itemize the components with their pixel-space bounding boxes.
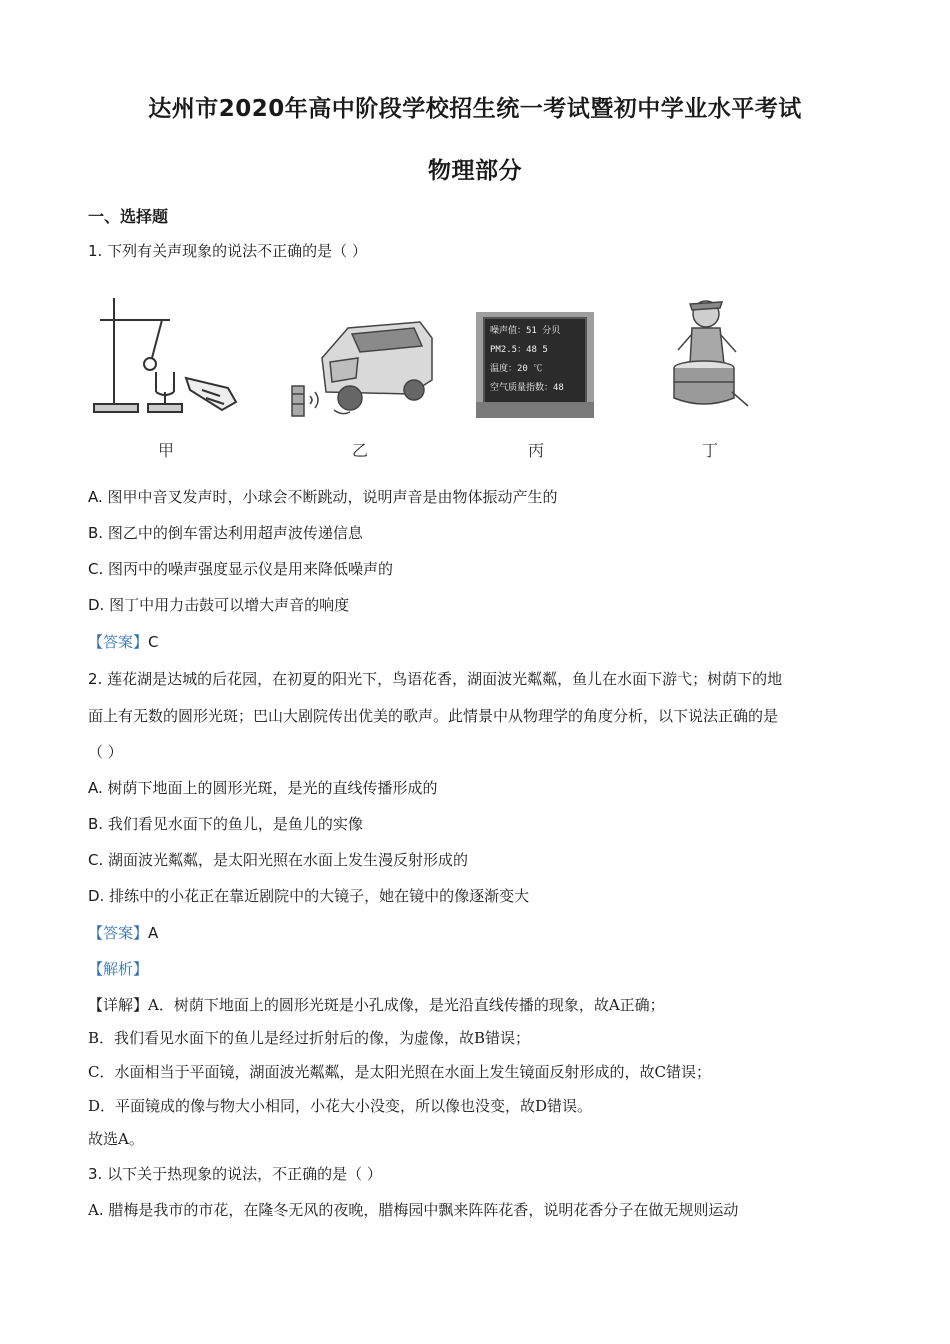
q2-stem-line-3: （ ） — [88, 743, 123, 761]
section-heading: 一、选择题 — [88, 207, 169, 226]
q2-analysis-label: 【解析】 — [88, 960, 149, 978]
q2-detail-line-5: 故选A。 — [88, 1130, 144, 1148]
figure-yi — [282, 318, 434, 424]
q2-option-c: C. 湖面波光粼粼，是太阳光照在水面上发生漫反射形成的 — [88, 851, 469, 869]
board-line-temp: 温度：20 ℃ — [490, 364, 543, 374]
figure-ding — [662, 294, 754, 416]
figure-caption-yi: 乙 — [352, 441, 369, 460]
q2-detail-line-4: D．平面镜成的像与物大小相同，小花大小没变，所以像也没变，故D错误。 — [88, 1097, 593, 1115]
exam-title: 达州市2020年高中阶段学校招生统一考试暨初中学业水平考试 — [148, 96, 802, 122]
figure-caption-bing: 丙 — [528, 441, 545, 460]
q3-option-a: A. 腊梅是我市的市花，在隆冬无风的夜晚，腊梅园中飘来阵阵花香，说明花香分子在做无规则运动 — [88, 1201, 739, 1219]
person-drum-icon — [662, 294, 754, 412]
q1-stem: 1. 下列有关声现象的说法不正确的是（ ） — [88, 242, 367, 260]
q2-stem-line-2: 面上有无数的圆形光斑；巴山大剧院传出优美的歌声。此情景中从物理学的角度分析，以下说法正确的是 — [88, 707, 779, 725]
figure-caption-jia: 甲 — [158, 441, 175, 460]
exam-subtitle: 物理部分 — [428, 158, 522, 184]
detail-label: 【详解】 — [88, 996, 149, 1014]
answer-label: 【答案】 — [88, 924, 149, 942]
q1-option-b: B. 图乙中的倒车雷达利用超声波传递信息 — [88, 524, 363, 542]
q1-option-a: A. 图甲中音叉发声时，小球会不断跳动，说明声音是由物体振动产生的 — [88, 488, 558, 506]
q2-detail-line-3: C．水面相当于平面镜，湖面波光粼粼，是太阳光照在水面上发生镜面反射形成的，故C错误； — [88, 1063, 711, 1081]
q2-detail-line-2: B．我们看见水面下的鱼儿是经过折射后的像，为虚像，故B错误； — [88, 1029, 531, 1047]
q3-stem: 3. 以下关于热现象的说法，不正确的是（ ） — [88, 1165, 382, 1183]
detail-text: A．树荫下地面上的圆形光斑是小孔成像，是光沿直线传播的现象，故A正确； — [148, 996, 665, 1014]
q1-option-c: C. 图丙中的噪声强度显示仪是用来降低噪声的 — [88, 560, 394, 578]
q1-option-d: D. 图丁中用力击鼓可以增大声音的响度 — [88, 596, 350, 614]
board-line-pm: PM2.5：48 5 — [490, 345, 548, 355]
q2-option-b: B. 我们看见水面下的鱼儿，是鱼儿的实像 — [88, 815, 363, 833]
answer-label: 【答案】 — [88, 633, 149, 651]
figure-jia — [90, 292, 250, 436]
q2-option-d: D. 排练中的小花正在靠近剧院中的大镜子，她在镜中的像逐渐变大 — [88, 887, 530, 905]
q2-option-a: A. 树荫下地面上的圆形光斑，是光的直线传播形成的 — [88, 779, 438, 797]
answer-value: C — [148, 633, 159, 651]
q2-answer — [88, 922, 868, 944]
tuning-fork-pendulum-icon — [90, 292, 250, 432]
car-reversing-radar-icon — [282, 318, 434, 420]
q2-stem-line-1: 2. 莲花湖是达城的后花园，在初夏的阳光下，鸟语花香，湖面波光粼粼，鱼儿在水面下游弋；树荫下的地 — [88, 670, 783, 688]
board-line-noise: 噪声值：51 分贝 — [490, 326, 561, 336]
q2-detail-line-1 — [88, 994, 868, 1016]
figure-caption-ding: 丁 — [702, 441, 719, 460]
q1-answer — [88, 631, 868, 653]
answer-value: A — [148, 924, 159, 942]
board-line-aqi: 空气质量指数：48 — [490, 383, 564, 393]
